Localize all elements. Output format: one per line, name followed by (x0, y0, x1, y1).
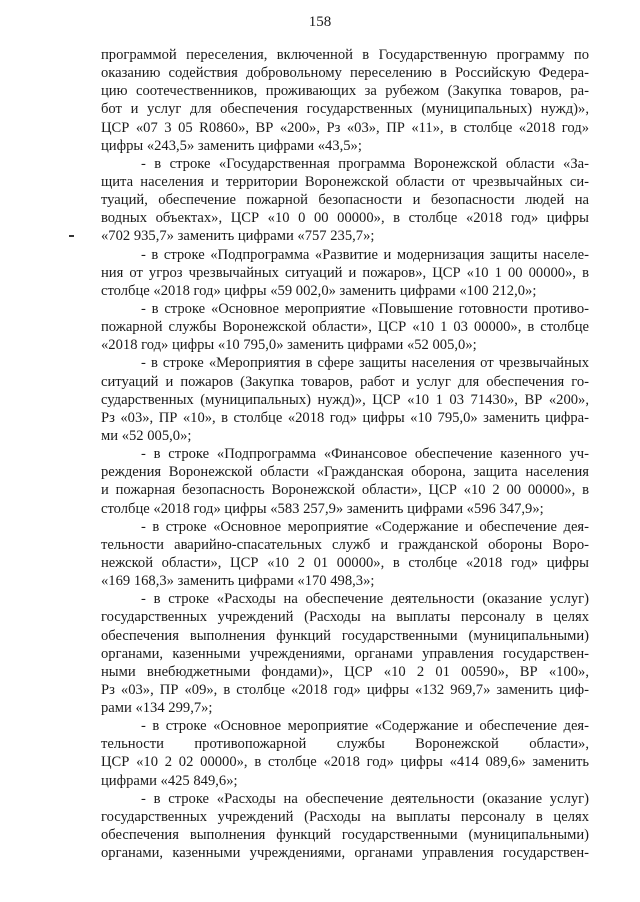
text-line: «2018 год» цифры «10 795,0» заменить цифрами «52 005,0»; (101, 337, 477, 354)
text-line: цифрами «425 849,6»; (101, 772, 238, 789)
text-line: цифры «243,5» заменить цифрами «43,5»; (101, 137, 362, 154)
text-line: щита населения и территории Воронежской области от чрезвычайных си- (101, 173, 589, 190)
text-line: тельности противопожарной службы Воронежской области», (101, 736, 589, 753)
text-line: ЦСР «07 3 05 R0860», ВР «200», Рз «03», ПР «11», в столбце «2018 год» (101, 119, 589, 136)
margin-mark (69, 235, 74, 237)
text-line: государственных учреждений (Расходы на выплаты персоналу в целях (101, 609, 589, 626)
text-line: органами, казенными учреждениями, органами управления государствен- (101, 845, 589, 862)
text-line: бот и услуг для обеспечения государственных (муниципальных) нужд)», (101, 101, 589, 118)
text-line: столбце «2018 год» цифры «583 257,9» заменить цифрами «596 347,9»; (101, 500, 544, 517)
text-line: - в строке «Подпрограмма «Развитие и модернизация защиты населе- (141, 246, 589, 263)
text-line: оказанию содействия добровольному переселению в Российскую Федера- (101, 65, 589, 82)
text-line: ными внебюджетными фондами)», ЦСР «10 2 01 00590», ВР «100», (101, 663, 589, 680)
text-line: Рз «03», ПР «09», в столбце «2018 год» цифры «132 969,7» заменить циф- (101, 681, 589, 698)
text-line: ЦСР «10 2 02 00000», в столбце «2018 год» цифры «414 089,6» заменить (101, 754, 589, 771)
text-line: обеспечения выполнения функций государственными (муниципальными) (101, 627, 589, 644)
text-line: тельности аварийно-спасательных служб и гражданской обороны Воро- (101, 536, 589, 553)
document-body (101, 46, 589, 862)
text-line: сударственных (муниципальных) нужд)», ЦСР «10 1 03 71430», ВР «200», (101, 391, 589, 408)
text-line: - в строке «Расходы на обеспечение деятельности (оказание услуг) (141, 591, 589, 608)
text-line: пожарной службы Воронежской области», ЦСР «10 1 03 00000», в столбце (101, 319, 589, 336)
text-line: программой переселения, включенной в Государственную программу по (101, 47, 589, 63)
text-line: - в строке «Расходы на обеспечение деятельности (оказание услуг) (141, 790, 589, 807)
text-line: цию соотечественников, проживающих за рубежом (Закупка товаров, ра- (101, 83, 589, 100)
text-line: туаций, обеспечение пожарной безопасности и безопасности людей на (101, 192, 589, 209)
text-line: водных объектах», ЦСР «10 0 00 00000», в столбце «2018 год» цифры (101, 210, 589, 227)
text-line: обеспечения выполнения функций государственными (муниципальными) (101, 827, 589, 844)
text-line: - в строке «Основное мероприятие «Содержание и обеспечение дея- (141, 718, 589, 735)
text-line: ситуаций и пожаров (Закупка товаров, работ и услуг для обеспечения го- (101, 373, 589, 390)
text-line: ния от угроз чрезвычайных ситуаций и пожаров», ЦСР «10 1 00 00000», в (101, 264, 589, 281)
text-line: реждения Воронежской области «Гражданская оборона, защита населения (101, 464, 589, 481)
text-line: - в строке «Государственная программа Воронежской области «За- (141, 155, 589, 172)
text-line: рами «134 299,7»; (101, 700, 213, 717)
text-line: - в строке «Подпрограмма «Финансовое обеспечение казенного уч- (141, 446, 589, 463)
text-line: нежской области», ЦСР «10 2 01 00000», в столбце «2018 год» цифры (101, 554, 589, 571)
text-line: - в строке «Мероприятия в сфере защиты населения от чрезвычайных (141, 355, 589, 372)
text-line: государственных учреждений (Расходы на выплаты персоналу в целях (101, 808, 589, 825)
text-line: и пожарная безопасность Воронежской области», ЦСР «10 2 00 00000», в (101, 482, 589, 499)
text-line: - в строке «Основное мероприятие «Содержание и обеспечение дея- (141, 518, 589, 535)
text-line: Рз «03», ПР «10», в столбце «2018 год» цифры «10 795,0» заменить цифра- (101, 409, 589, 426)
text-line: - в строке «Основное мероприятие «Повышение готовности противо- (141, 300, 589, 317)
text-line: столбце «2018 год» цифры «59 002,0» заменить цифрами «100 212,0»; (101, 282, 537, 299)
text-line: органами, казенными учреждениями, органами управления государствен- (101, 645, 589, 662)
page-number: 158 (308, 14, 332, 30)
text-line: «169 168,3» заменить цифрами «170 498,3»; (101, 573, 375, 590)
text-line: ми «52 005,0»; (101, 427, 192, 444)
text-line: «702 935,7» заменить цифрами «757 235,7»; (101, 228, 375, 245)
